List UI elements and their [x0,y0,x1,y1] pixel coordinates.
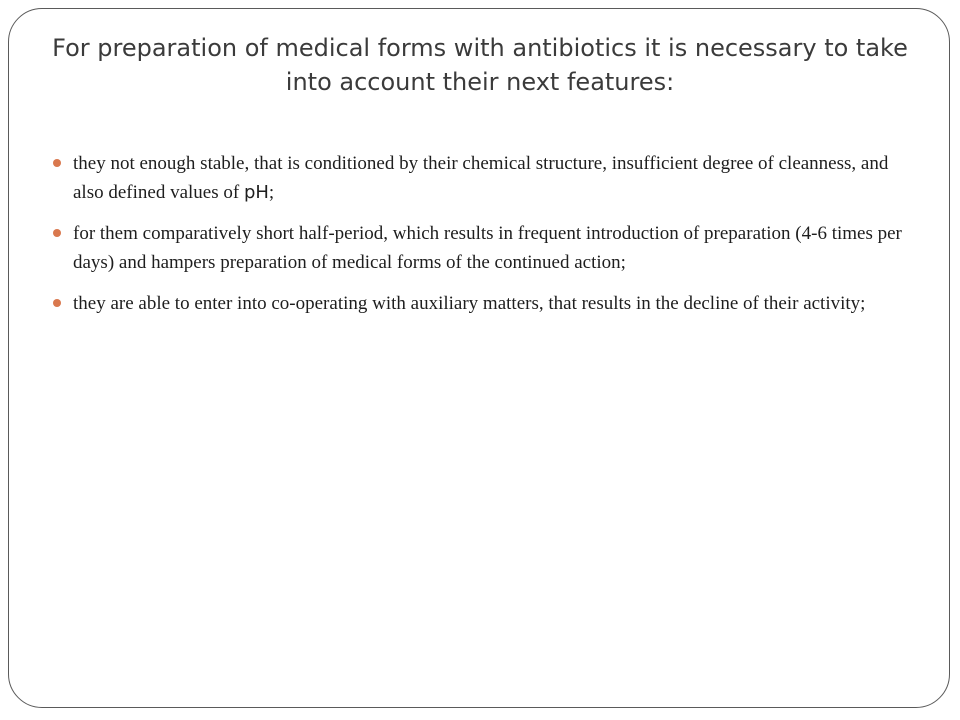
bullet-item [51,149,911,207]
bullet-item [51,219,911,277]
bullet-dot-icon [53,229,61,237]
bullet-dot-icon [53,159,61,167]
bullet-suffix: ; [268,182,275,203]
bullet-dot-icon [53,299,61,307]
bullet-text: for them comparatively short half-period, which results in frequent introduction of preparation (4-6 times per days) and hampers preparation of medical forms of the continued action; [73,223,902,273]
bullet-text: they are able to enter into co-operating with auxiliary matters, that results in the decline of their activity; [73,293,866,314]
bullet-list [51,149,911,330]
bullet-text: they not enough stable, that is conditioned by their chemical structure, insufficient degree of cleanness, and also defined values of [73,153,889,203]
bullet-item [51,289,911,318]
slide-title: For preparation of medical forms with antibiotics it is necessary to take into account their next features: [52,34,908,96]
ph-term: pH [243,182,269,203]
slide-frame [8,8,950,708]
